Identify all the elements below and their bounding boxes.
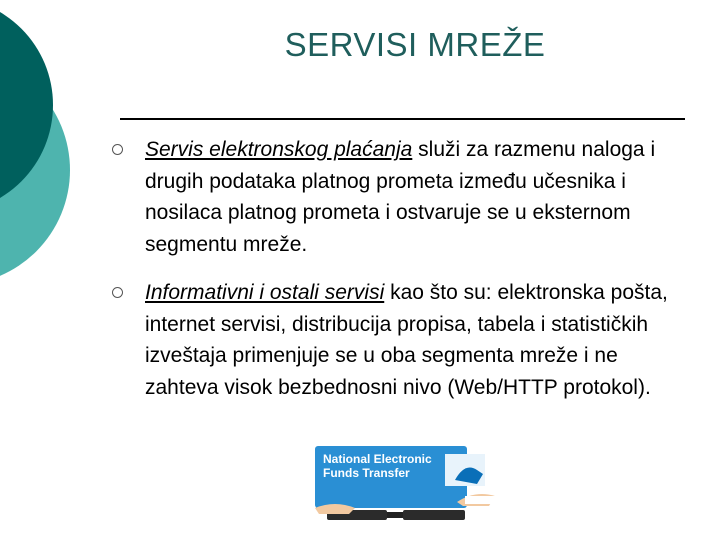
bullet-text: služi za razmenu naloga i drugih podataka platnog prometa između učesnika i nosilaca platnog prometa i ostvaruje se u eksternom segmentu mreže.	[145, 138, 656, 256]
bullet-item	[112, 134, 687, 260]
bullet-item	[112, 277, 687, 403]
decorative-circles	[0, 0, 80, 300]
title-divider	[120, 118, 685, 120]
slide-title: SERVISI MREŽE	[284, 26, 546, 63]
bullet-emphasis: Informativni i ostali servisi	[145, 281, 385, 304]
funds-transfer-image	[305, 440, 515, 535]
image-caption-line-1: National Electronic	[323, 452, 432, 466]
bullet-emphasis: Servis elektronskog plaćanja	[145, 138, 413, 161]
bullet-text: kao što su: elektronska pošta, internet servisi, distribucija propisa, tabela i statističkih izveštaja primenjuje se u oba segmenta mreže i ne zahteva visok bezbednosni nivo (Web/HTTP protokol).	[145, 281, 668, 399]
bullet-marker	[112, 287, 123, 298]
bullet-marker	[112, 144, 123, 155]
image-caption	[323, 452, 432, 480]
image-caption-line-2: Funds Transfer	[323, 466, 410, 480]
bullet-list	[112, 134, 687, 420]
